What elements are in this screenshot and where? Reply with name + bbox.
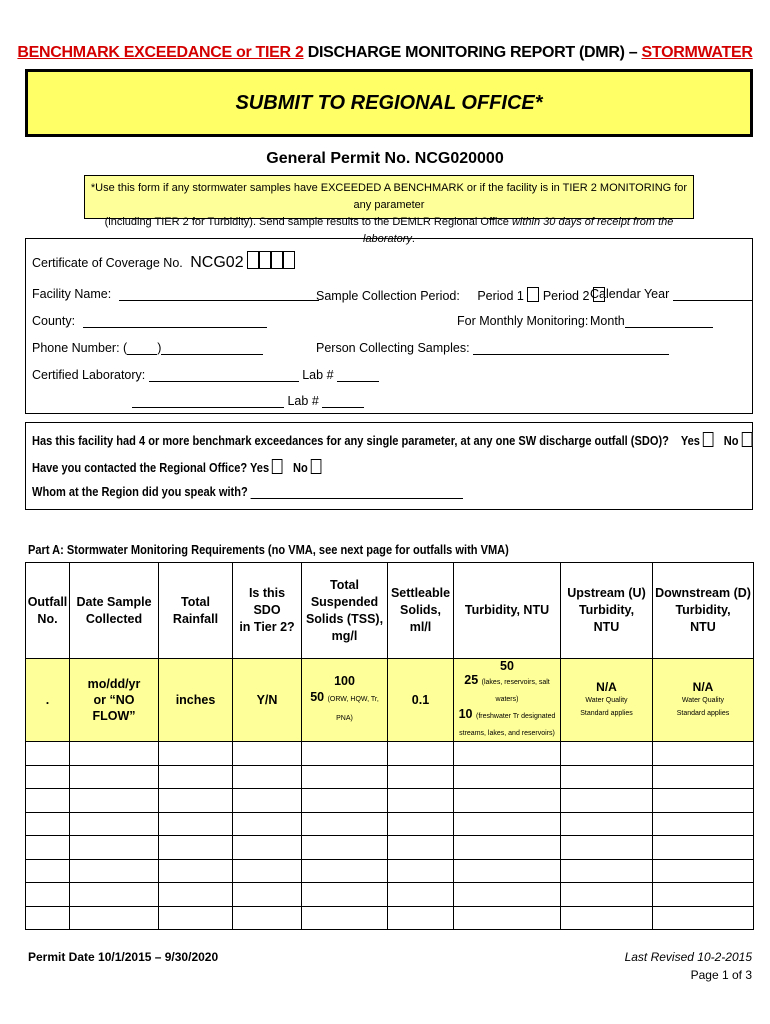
q2-text: Have you contacted the Regional Office? (32, 461, 248, 475)
q2-yes-checkbox[interactable] (272, 459, 283, 474)
coc-digit-box-1[interactable] (247, 251, 259, 269)
data-row (26, 789, 754, 813)
coc-digit-box-2[interactable] (259, 251, 271, 269)
period1-checkbox[interactable] (527, 287, 539, 302)
title-dmr: DISCHARGE MONITORING REPORT (DMR) – (303, 44, 642, 61)
facility-name-field[interactable] (119, 288, 319, 301)
q1-no-label: No (723, 434, 739, 448)
lab-no-label-2: Lab # (287, 394, 319, 408)
facility-name-row (32, 287, 319, 301)
coc-label: Certificate of Coverage No. (32, 256, 183, 270)
q1-yes-checkbox[interactable] (703, 432, 714, 447)
lab-field[interactable] (149, 369, 299, 382)
col-rainfall: Total Rainfall (159, 563, 233, 659)
data-row (26, 906, 754, 930)
usage-notice (84, 175, 694, 245)
data-row (26, 836, 754, 860)
submit-banner-text: SUBMIT TO REGIONAL OFFICE* (235, 91, 543, 114)
phone-close-paren: ) (157, 341, 162, 355)
phone-label: Phone Number: ( (32, 341, 128, 355)
question-exceedances (32, 432, 752, 448)
q2-yes-label: Yes (250, 461, 270, 475)
q1-no-checkbox[interactable] (742, 432, 753, 447)
col-downstream: Downstream (D) Turbidity, NTU (653, 563, 754, 659)
notice-line-1: *Use this form if any stormwater samples have EXCEEDED A BENCHMARK or if the facility is in TIER 2 MONITORING for any parameter (90, 182, 688, 211)
questions-box (25, 422, 753, 510)
bm-downstream: N/A Water Quality Standard applies (653, 659, 754, 742)
period1-label: Period 1 (477, 289, 524, 303)
month-row (590, 314, 713, 328)
col-date: Date Sample Collected (70, 563, 159, 659)
permit-date: Permit Date 10/1/2015 – 9/30/2020 (28, 950, 219, 964)
q1-yes-label: Yes (680, 434, 700, 448)
monitoring-table (25, 562, 754, 930)
month-label: Month (590, 314, 625, 328)
coc-digit-box-3[interactable] (271, 251, 283, 269)
col-settleable: Settleable Solids, ml/l (388, 563, 454, 659)
page-number: Page 1 of 3 (690, 968, 752, 982)
bm-rainfall: inches (159, 659, 233, 742)
calendar-year-label: Calendar Year (590, 287, 670, 301)
lab-label: Certified Laboratory: (32, 368, 146, 382)
question-contacted (32, 459, 321, 475)
lab-no-field-2[interactable] (322, 395, 364, 408)
permit-number: General Permit No. NCG020000 (266, 150, 504, 167)
phone-area-code-field[interactable] (127, 342, 157, 355)
form-title (0, 44, 770, 62)
sample-period-label: Sample Collection Period: (316, 289, 460, 303)
last-revised: Last Revised 10-2-2015 (624, 950, 752, 964)
question-whom (32, 485, 463, 499)
monthly-row (457, 314, 588, 328)
q3-field[interactable] (251, 486, 463, 499)
data-row (26, 765, 754, 789)
coc-digit-box-4[interactable] (283, 251, 295, 269)
q2-no-checkbox[interactable] (311, 459, 322, 474)
notice-line-2a: (including TIER 2 for Turbidity). Send sample results to the DEMLR Regional Office (104, 216, 512, 228)
period2-label: Period 2 (542, 289, 590, 303)
bm-outfall: . (26, 659, 70, 742)
data-row (26, 859, 754, 883)
phone-number-field[interactable] (161, 342, 263, 355)
bm-tss: 100 50 (ORW, HQW, Tr, PNA) (302, 659, 388, 742)
county-label: County: (32, 314, 76, 328)
coc-row (32, 251, 295, 272)
data-row (26, 812, 754, 836)
benchmark-row (26, 659, 754, 742)
col-upstream: Upstream (U) Turbidity, NTU (561, 563, 653, 659)
title-stormwater: STORMWATER (641, 44, 753, 61)
part-a-title: Part A: Stormwater Monitoring Requirements (no VMA, see next page for outfalls with VMA) (28, 543, 509, 557)
data-row (26, 742, 754, 766)
notice-deadline: within 30 days of receipt from the laboratory (363, 216, 674, 245)
bm-date: mo/dd/yr or “NO FLOW” (70, 659, 159, 742)
title-benchmark: BENCHMARK EXCEEDANCE or TIER 2 (17, 44, 304, 61)
col-tss: Total Suspended Solids (TSS), mg/l (302, 563, 388, 659)
bm-tier2: Y/N (233, 659, 302, 742)
lab-no-field[interactable] (337, 369, 379, 382)
facility-info-box (25, 238, 753, 414)
bm-settleable: 0.1 (388, 659, 454, 742)
county-row (32, 314, 267, 328)
col-tier2: Is this SDO in Tier 2? (233, 563, 302, 659)
person-field[interactable] (473, 342, 669, 355)
lab-no-label: Lab # (302, 368, 334, 382)
coc-prefix: NCG02 (190, 254, 244, 271)
submit-banner (25, 69, 753, 137)
col-turbidity: Turbidity, NTU (454, 563, 561, 659)
data-row (26, 883, 754, 907)
calendar-year-row (590, 287, 753, 301)
person-row (316, 341, 669, 355)
notice-period: . (411, 233, 415, 245)
person-label: Person Collecting Samples: (316, 341, 470, 355)
bm-turbidity: 50 25 (lakes, reservoirs, salt waters) 10 (freshwater Tr designated streams, lakes, and reservoirs) (454, 659, 561, 742)
phone-row (32, 341, 263, 355)
q2-no-label: No (292, 461, 308, 475)
lab-row-2 (132, 394, 364, 408)
lab-row (32, 368, 379, 382)
calendar-year-field[interactable] (673, 288, 753, 301)
facility-name-label: Facility Name: (32, 287, 112, 301)
monthly-label: For Monthly Monitoring: (457, 314, 589, 328)
col-outfall: Outfall No. (26, 563, 70, 659)
sample-period-row (316, 287, 605, 303)
bm-upstream: N/A Water Quality Standard applies (561, 659, 653, 742)
q1-text: Has this facility had 4 or more benchmark exceedances for any single parameter, at any one SW discharge outfall (SDO)? (32, 434, 669, 448)
month-field[interactable] (625, 315, 713, 328)
county-field[interactable] (83, 315, 267, 328)
header-row (26, 563, 754, 659)
q3-text: Whom at the Region did you speak with? (32, 485, 248, 499)
lab-field-2[interactable] (132, 395, 284, 408)
